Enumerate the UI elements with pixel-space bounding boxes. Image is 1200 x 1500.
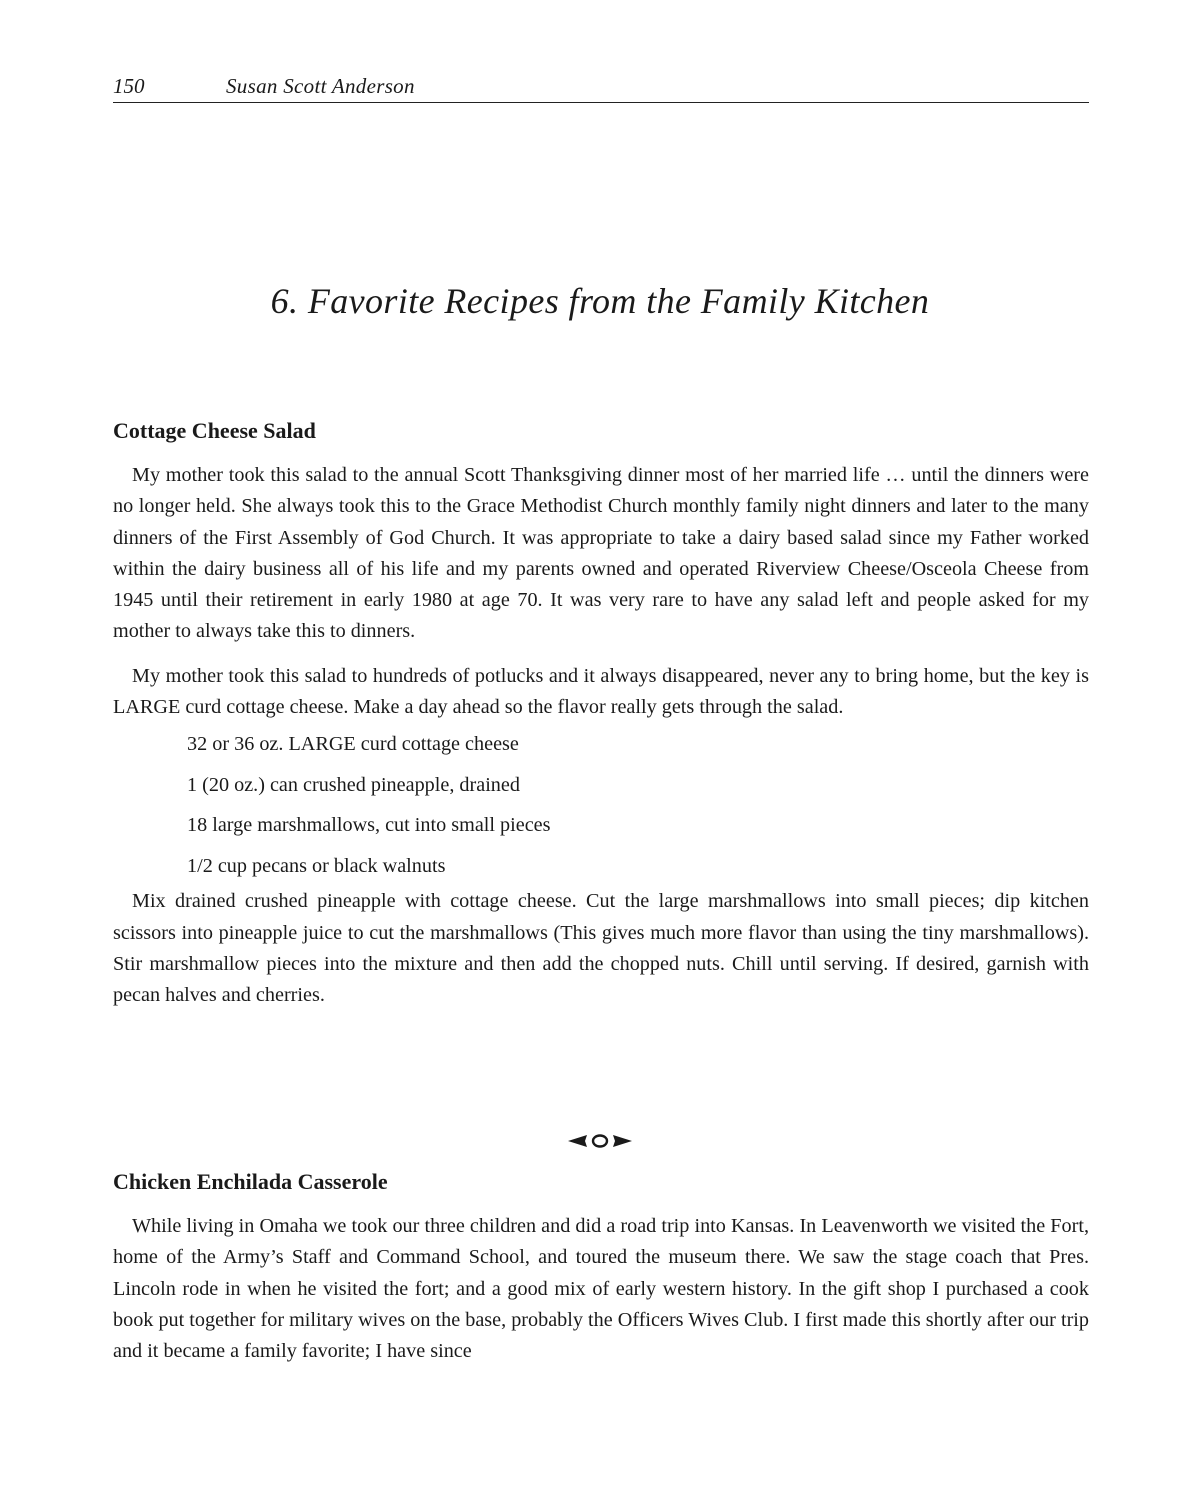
recipe-cottage-cheese-salad bbox=[113, 418, 1089, 1012]
recipe-intro-paragraph: While living in Omaha we took our three children and did a road trip into Kansas. In Leavenworth we visited the Fort, home of the Army’s Staff and Command School, and toured the museum there. We saw the stage coach that Pres. Lincoln rode in when he visited the fort; and a good mix of early western history. In the gift shop I purchased a cook book put together for military wives on the base, probably the Officers Wives Club. I first made this shortly after our trip and it became a family favorite; I have since bbox=[113, 1215, 1089, 1363]
ingredient-list bbox=[113, 724, 1089, 886]
section-divider bbox=[0, 1128, 1200, 1154]
running-header bbox=[113, 72, 1089, 103]
recipe-title: Chicken Enchilada Casserole bbox=[113, 1169, 388, 1194]
recipe-intro-paragraph: My mother took this salad to the annual Scott Thanksgiving dinner most of her married life … until the dinners were no longer held. She always took this to the Grace Methodist Church monthly family night dinners and later to the many dinners of the First Assembly of God Church. It was appropriate to take a dairy based salad since my Father worked within the dairy business all of his life and my parents owned and operated Riverview Cheese/Osceola Cheese from 1945 until their retirement in early 1980 at age 70. It was very rare to have any salad left and people asked for my mother to always take this to dinners. bbox=[113, 464, 1089, 643]
recipe-directions: Mix drained crushed pineapple with cottage cheese. Cut the large marshmallows into small pieces; dip kitchen scissors into pineapple juice to cut the marshmallows (This gives much more flavor than using the tiny marshmallows). Stir marshmallow pieces into the mixture and then add the chopped nuts. Chill until serving. If desired, garnish with pecan halves and cherries. bbox=[113, 890, 1089, 1007]
chapter-title: 6. Favorite Recipes from the Family Kitchen bbox=[270, 281, 930, 321]
section-divider-icon bbox=[565, 1131, 635, 1151]
page-number: 150 bbox=[113, 74, 145, 98]
ingredient-item: 32 or 36 oz. LARGE curd cottage cheese bbox=[187, 733, 519, 756]
author-name: Susan Scott Anderson bbox=[226, 74, 415, 98]
recipe-chicken-enchilada-casserole bbox=[113, 1169, 1089, 1367]
ingredient-item: 18 large marshmallows, cut into small pieces bbox=[187, 814, 551, 837]
ingredient-item: 1/2 cup pecans or black walnuts bbox=[187, 854, 446, 877]
ingredient-item: 1 (20 oz.) can crushed pineapple, drained bbox=[187, 773, 520, 796]
recipe-note-paragraph: My mother took this salad to hundreds of potlucks and it always disappeared, never any to bring home, but the key is LARGE curd cottage cheese. Make a day ahead so the flavor really gets through the salad. bbox=[113, 664, 1089, 719]
recipe-title: Cottage Cheese Salad bbox=[113, 418, 316, 443]
